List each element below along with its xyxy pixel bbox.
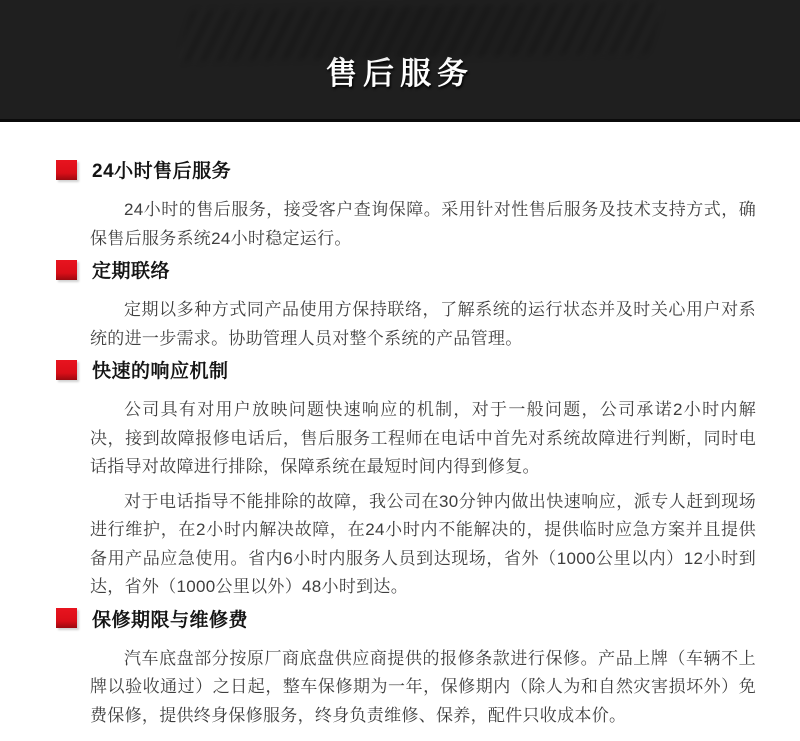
- red-square-bullet-icon: [56, 160, 77, 180]
- section-heading-row: [56, 256, 756, 283]
- content: [0, 122, 800, 730]
- section-heading: 24小时售后服务: [92, 161, 232, 182]
- section-regular-contact: [56, 256, 756, 353]
- section-fast-response: [56, 356, 756, 602]
- section-heading: 快速的响应机制: [92, 361, 229, 382]
- section-heading: 定期联络: [92, 261, 171, 282]
- section-paragraph: 汽车底盘部分按原厂商底盘供应商提供的报修条款进行保修。产品上牌（车辆不上牌以验收通过）之日起，整车保修期为一年，保修期内（除人为和自然灾害损坏外）免费保修，提供终身保修服务，终身负责维修、保养，配件只收成本价。: [90, 648, 756, 725]
- section-heading-row: [56, 605, 756, 632]
- red-square-bullet-icon: [56, 360, 77, 380]
- section-warranty-fees: [56, 605, 756, 731]
- section-heading: 保修期限与维修费: [92, 609, 249, 631]
- section-heading-row: [56, 156, 756, 183]
- page-title: 售后服务: [326, 56, 474, 91]
- section-paragraph: 公司具有对用户放映问题快速响应的机制，对于一般问题，公司承诺2小时内解决，接到故障报修电话后，售后服务工程师在电话中首先对系统故障进行判断，同时电话指导对故障进行排除，保障系统在最短时间内得到修复。: [90, 400, 756, 476]
- red-square-bullet-icon: [56, 260, 77, 280]
- section-paragraph: 24小时的售后服务，接受客户查询保障。采用针对性售后服务及技术支持方式，确保售后服务系统24小时稳定运行。: [90, 200, 756, 248]
- section-heading-row: [56, 356, 756, 383]
- page-banner: [0, 0, 800, 122]
- section-paragraph: 定期以多种方式同产品使用方保持联络，了解系统的运行状态并及时关心用户对系统的进一步需求。协助管理人员对整个系统的产品管理。: [90, 300, 756, 348]
- section-paragraph: 对于电话指导不能排除的故障，我公司在30分钟内做出快速响应，派专人赶到现场进行维护，在2小时内解决故障，在24小时内不能解决的，提供临时应急方案并且提供备用产品应急使用。省内6小时内服务人员到达现场，省外（1000公里以内）12小时到达，省外（1000公里以外）48小时到达。: [90, 491, 756, 596]
- red-square-bullet-icon: [56, 608, 77, 628]
- section-24h-service: [56, 156, 756, 253]
